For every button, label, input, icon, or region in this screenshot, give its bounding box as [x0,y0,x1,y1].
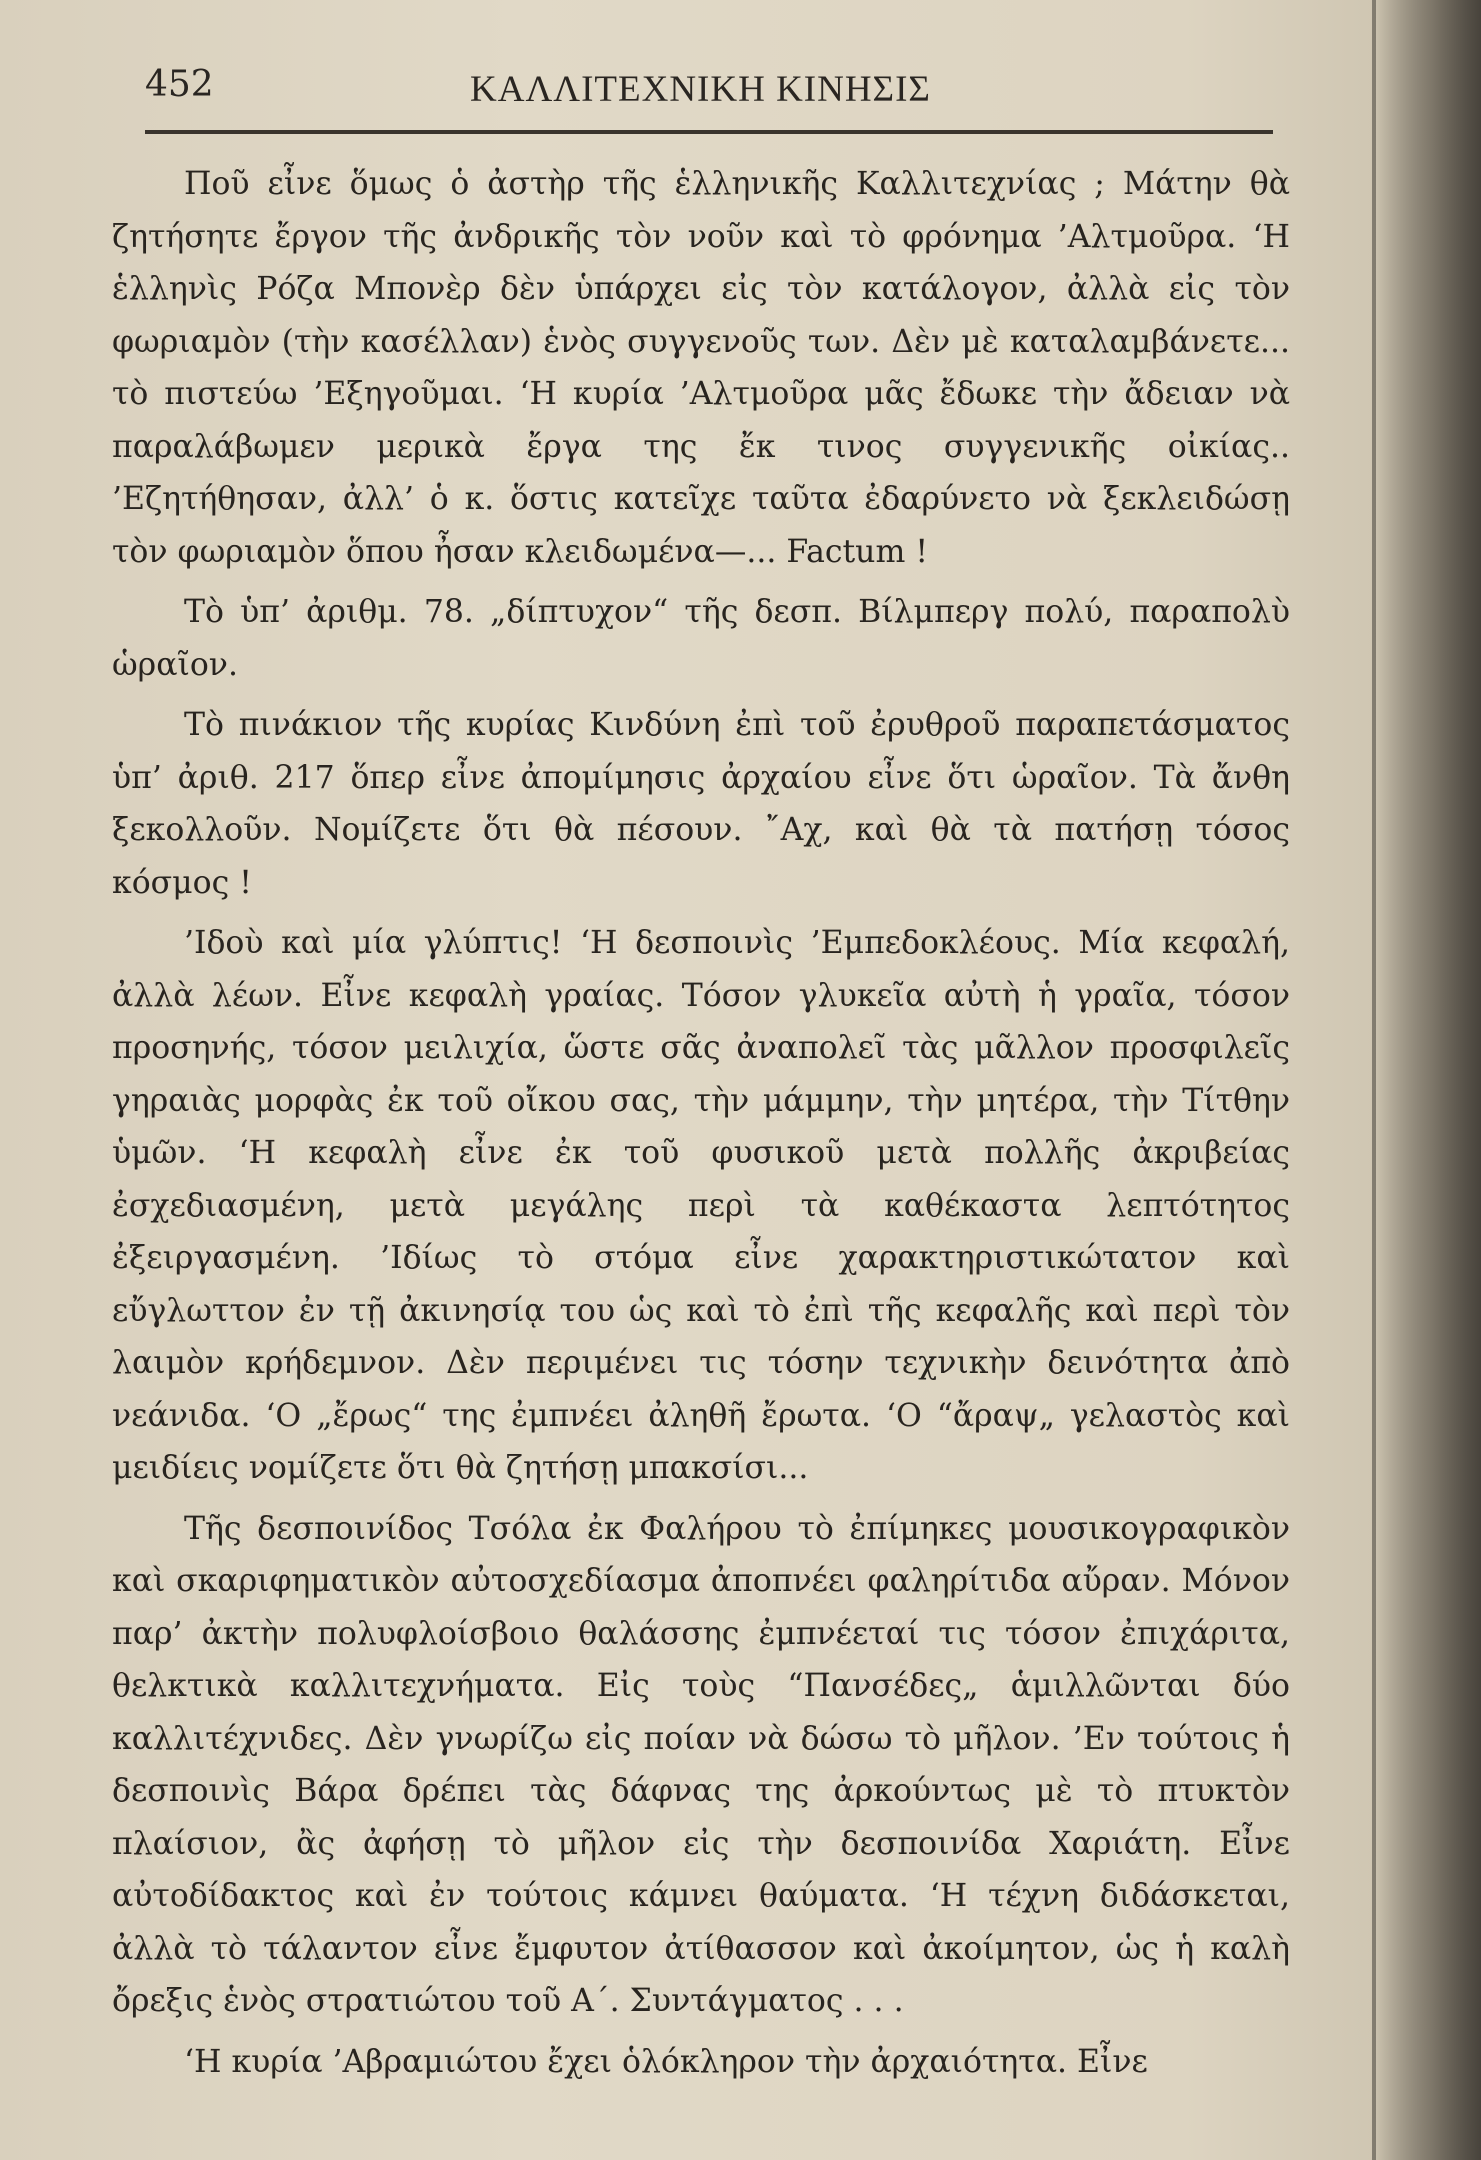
header-rule [145,130,1273,134]
page-header [145,62,1275,124]
article-body [112,158,1290,2088]
running-title: ΚΑΛΛΙΤΕΧΝΙΚΗ ΚΙΝΗΣΙΣ [470,69,931,110]
page-number: 452 [145,64,214,105]
paragraph-avramiotou: ‘Η κυρία ’Αβραμιώτου ἔχει ὁλόκληρον τὴν ἀρχαιότητα. Εἶνε [184,2043,1148,2080]
page-gutter-shadow [1371,0,1481,2160]
paragraph-empedokleous: ’Ιδοὺ καὶ μία γλύπτις! ‘Η δεσποινὶς ’Εμπεδοκλέους. Μία κεφαλή, ἀλλὰ λέων. Εἶνε κεφαλὴ γραίας. Τόσον γλυκεῖα αὐτὴ ἡ γραῖα, τόσον προσηνής, τόσον μειλιχία, ὥστε σᾶς ἀναπολεῖ τὰς μᾶλλον προσφιλεῖς γηραιὰς μορφὰς ἐκ τοῦ οἴκου σας, τὴν μάμμην, τὴν μητέρα, τὴν Τίτθην ὑμῶν. ‘Η κεφαλὴ εἶνε ἐκ τοῦ φυσικοῦ μετὰ πολλῆς ἀκριβείας ἐσχεδιασμένη, μετὰ μεγάλης περὶ τὰ καθέκαστα λεπτότητος ἐξειργασμένη. ’Ιδίως τὸ στόμα εἶνε χαρακτηριστικώτατον καὶ εὔγλωττον ἐν τῇ ἀκινησίᾳ του ὡς καὶ τὸ ἐπὶ τῆς κεφαλῆς καὶ περὶ τὸν λαιμὸν κρήδεμνον. Δὲν περιμένει τις τόσην τεχνικὴν δεινότητα ἀπὸ νεάνιδα. ‘Ο „ἔρως“ της ἐμπνέει ἀληθῆ ἔρωτα. ‘Ο “ἄραψ„ γελαστὸς καὶ μειδίεις νομίζετε ὅτι θὰ ζητήσῃ μπακσίσι... [112,925,1290,1486]
paragraph-tsola: Τῆς δεσποινίδος Τσόλα ἐκ Φαλήρου τὸ ἐπίμηκες μουσικογραφικὸν καὶ σκαριφηματικὸν αὐτοσχεδίασμα ἀποπνέει φαληρίτιδα αὔραν. Μόνον παρ’ ἀκτὴν πολυφλοίσβοιο θαλάσσης ἐμπνέεταί τις τόσον ἐπιχάριτα, θελκτικὰ καλλιτεχνήματα. Εἰς τοὺς “Πανσέδες„ ἁμιλλῶνται δύο καλλιτέχνιδες. Δὲν γνωρίζω εἰς ποίαν νὰ δώσω τὸ μῆλον. ’Εν τούτοις ἡ δεσποινὶς Βάρα δρέπει τὰς δάφνας της ἀρκούντως μὲ τὸ πτυκτὸν πλαίσιον, ἂς ἀφήσῃ τὸ μῆλον εἰς τὴν δεσποινίδα Χαριάτη. Εἶνε αὐτοδίδακτος καὶ ἐν τούτοις κάμνει θαύματα. ‘Η τέχνη διδάσκεται, ἀλλὰ τὸ τάλαντον εἶνε ἔμφυτον ἀτίθασσον καὶ ἀκοίμητον, ὡς ἡ καλὴ ὄρεξις ἑνὸς στρατιώτου τοῦ Α΄. Συντάγματος . . . [112,1510,1290,2019]
paragraph-altmoura: Ποῦ εἶνε ὅμως ὁ ἀστὴρ τῆς ἑλληνικῆς Καλλιτεχνίας ; Μάτην θὰ ζητήσητε ἔργον τῆς ἀνδρικῆς τὸν νοῦν καὶ τὸ φρόνημα ’Αλτμοῦρα. ‘Η ἑλληνὶς Ρόζα Μπονὲρ δὲν ὑπάρχει εἰς τὸν κατάλογον, ἀλλὰ εἰς τὸν φωριαμὸν (τὴν κασέλλαν) ἑνὸς συγγενοῦς των. Δὲν μὲ καταλαμβάνετε... τὸ πιστεύω ’Εξηγοῦμαι. ‘Η κυρία ’Αλτμοῦρα μᾶς ἔδωκε τὴν ἄδειαν νὰ παραλάβωμεν μερικὰ ἔργα της ἔκ τινος συγγενικῆς οἰκίας.. ’Εζητήθησαν, ἀλλ’ ὁ κ. ὅστις κατεῖχε ταῦτα ἐδαρύνετο νὰ ξεκλειδώσῃ τὸν φωριαμὸν ὅπου ἦσαν κλειδωμένα—... Factum ! [112,166,1290,570]
paragraph-kindyni: Τὸ πινάκιον τῆς κυρίας Κινδύνη ἐπὶ τοῦ ἐρυθροῦ παραπετάσματος ὑπ’ ἀριθ. 217 ὅπερ εἶνε ἀπομίμησις ἀρχαίου εἶνε ὅτι ὡραῖον. Τὰ ἄνθη ξεκολλοῦν. Νομίζετε ὅτι θὰ πέσουν. ῎Αχ, καὶ θὰ τὰ πατήσῃ τόσος κόσμος ! [112,707,1290,901]
paragraph-diptych: Τὸ ὑπ’ ἀριθμ. 78. „δίπτυχον“ τῆς δεσπ. Βίλμπεργ πολύ, παραπολὺ ὡραῖον. [112,594,1290,683]
